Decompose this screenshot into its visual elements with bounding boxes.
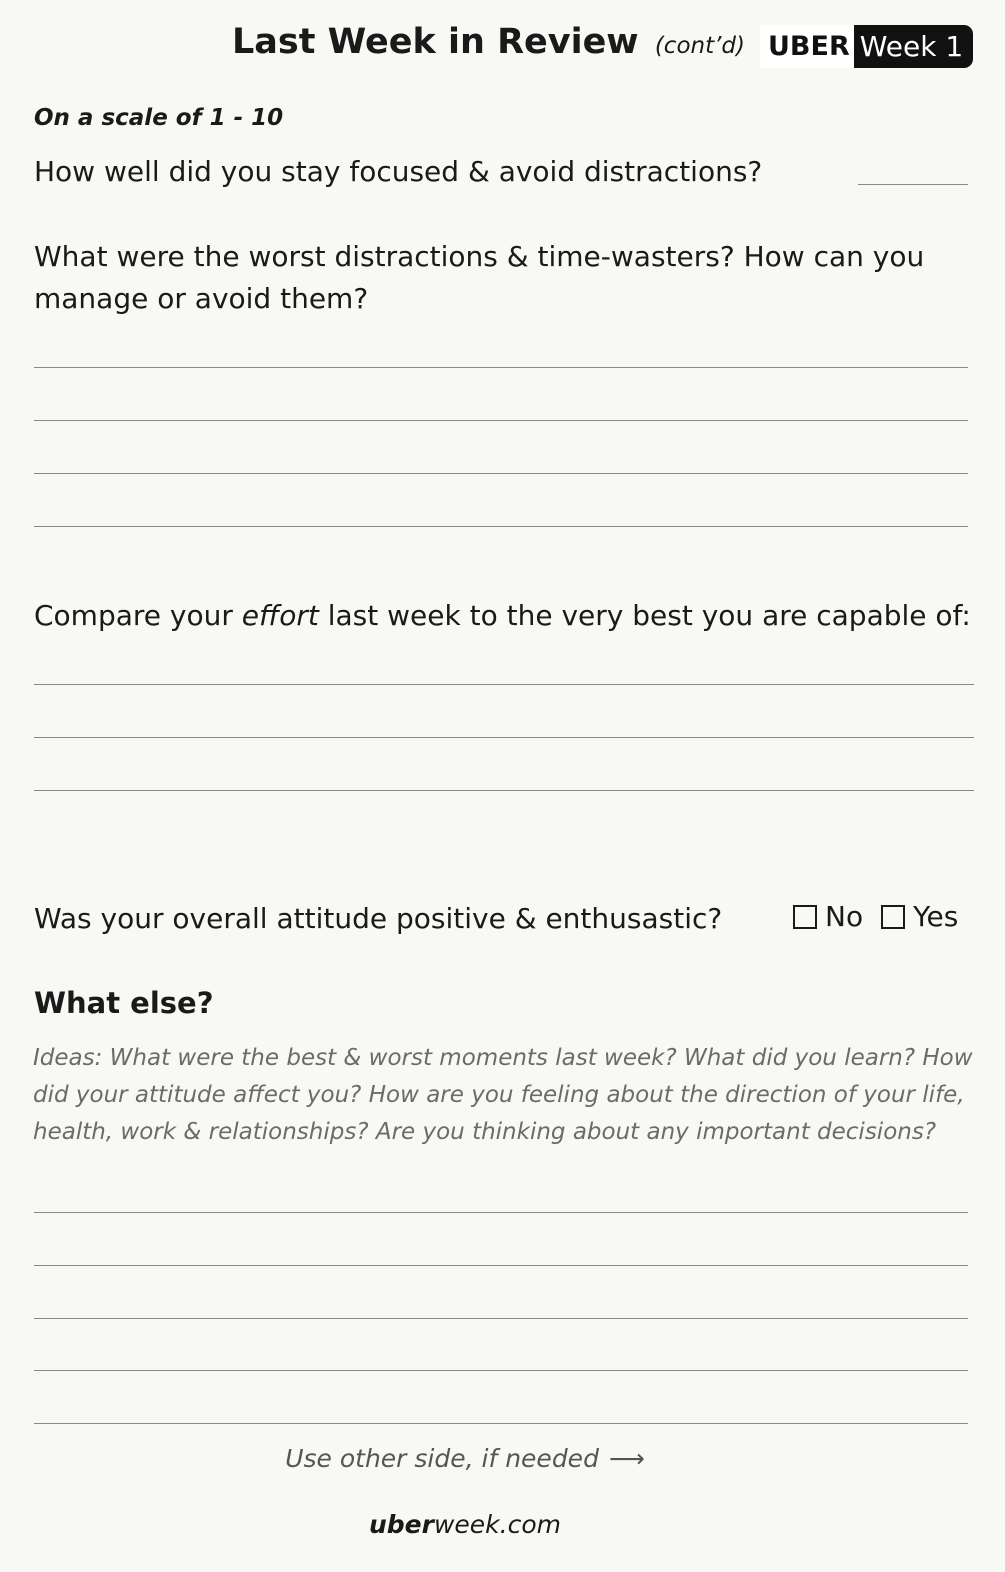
site-url-bold: uber: [368, 1510, 434, 1539]
checkbox-no-label: No: [825, 900, 864, 933]
attitude-question: Was your overall attitude positive & enthusastic?: [34, 902, 723, 935]
what-else-line-2[interactable]: [34, 1265, 968, 1266]
effort-question: [34, 595, 971, 637]
distractions-line-3[interactable]: [34, 473, 968, 474]
effort-emphasis: effort: [241, 599, 319, 632]
use-other-side-note: [0, 1444, 930, 1473]
distractions-question: What were the worst distractions & time-wasters? How can you manage or avoid them?: [34, 240, 925, 315]
right-arrow-icon: ⟶: [608, 1444, 645, 1473]
checkbox-no[interactable]: [793, 905, 817, 929]
scale-label: On a scale of 1 - 10: [34, 105, 284, 131]
what-else-heading: What else?: [34, 986, 214, 1020]
effort-line-3[interactable]: [34, 790, 974, 791]
what-else-line-4[interactable]: [34, 1370, 968, 1371]
brand-logo: [760, 25, 973, 68]
effort-text-before: Compare your: [34, 599, 242, 632]
page-title: [232, 22, 745, 62]
title-continued: (cont’d): [654, 33, 745, 59]
effort-text-after: last week to the very best you are capable of:: [318, 599, 971, 632]
ideas-text: Ideas: What were the best & worst moments last week? What did you learn? How did your attitude affect you? How are you feeling about the direction of your life, health, work & relationships? Are you thinking about any important decisions?: [33, 1045, 973, 1145]
checkbox-yes[interactable]: [881, 905, 905, 929]
site-url-rest: week.com: [433, 1510, 561, 1539]
distractions-line-4[interactable]: [34, 526, 968, 527]
what-else-line-1[interactable]: [34, 1212, 968, 1213]
focus-question: How well did you stay focused & avoid distractions?: [34, 155, 763, 188]
effort-line-2[interactable]: [34, 737, 974, 738]
distractions-line-1[interactable]: [34, 367, 968, 368]
site-url: [0, 1510, 930, 1539]
attitude-option-no[interactable]: [793, 900, 863, 933]
attitude-option-yes[interactable]: [881, 900, 958, 933]
checkbox-yes-label: Yes: [913, 900, 959, 933]
what-else-line-3[interactable]: [34, 1318, 968, 1319]
what-else-line-5[interactable]: [34, 1423, 968, 1424]
brand-uber: UBER: [760, 25, 854, 68]
attitude-options: [793, 900, 958, 933]
distractions-line-2[interactable]: [34, 420, 968, 421]
brand-week: Week 1: [854, 25, 973, 68]
effort-line-1[interactable]: [34, 684, 974, 685]
use-other-side-text: Use other side, if needed: [285, 1444, 599, 1473]
focus-answer-line[interactable]: [858, 184, 968, 185]
title-text: Last Week in Review: [232, 22, 639, 62]
